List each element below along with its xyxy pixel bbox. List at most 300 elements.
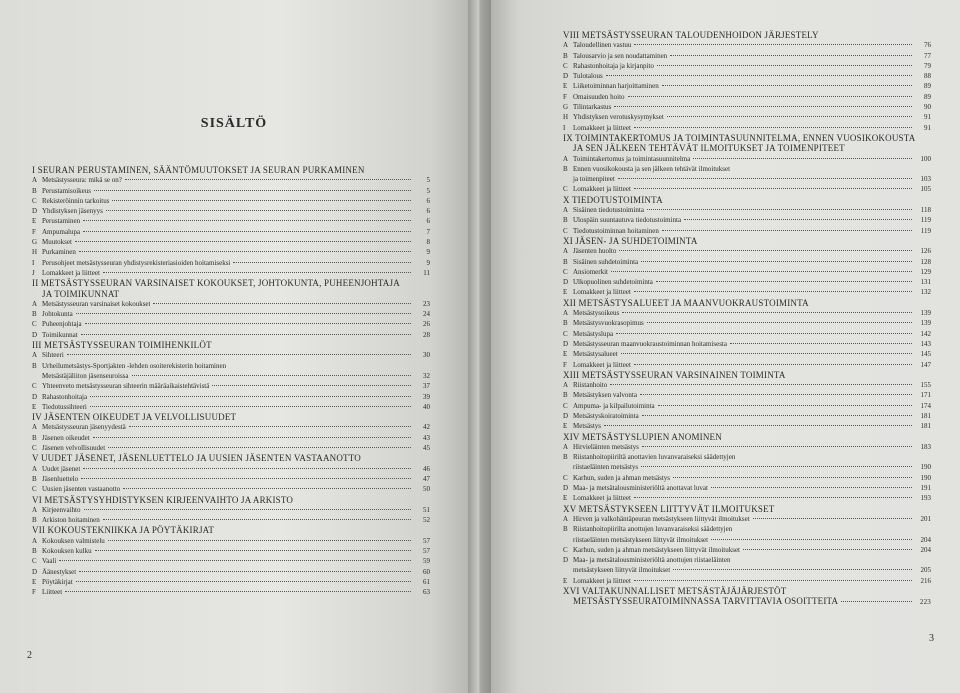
leader-dots [67,354,411,355]
toc-entry [32,433,430,443]
entry-title: Toimikunnat [42,330,78,339]
entry-title: Metsästysalueet [573,350,618,359]
toc-entry [32,392,430,402]
entry-letter: J [32,268,35,277]
toc-entry-cont [563,535,931,545]
toc-entry [32,556,430,566]
entry-title: Yhdistyksen verotuskysymykset [573,113,664,122]
leader-dots [79,251,411,252]
entry-letter: F [32,588,36,597]
entry-letter: C [563,267,568,276]
entry-letter: D [563,556,569,565]
entry-title-cont: riistaeläinten metsästys [573,463,639,472]
leader-dots [634,44,912,45]
section-title: I SEURAN PERUSTAMINEN, SÄÄNTÖMUUTOKSET JA SEURAN PURKAMINEN [32,165,365,175]
toc-entry [32,474,430,484]
page-ref: 131 [920,278,931,287]
entry-letter: C [32,320,37,329]
page-ref: 174 [920,401,931,410]
toc-entry-cont [563,565,931,575]
entry-title: Äänestykset [42,567,77,576]
toc-entry-cont [563,462,931,472]
leader-dots [75,241,411,242]
entry-letter: G [32,238,38,247]
toc-entry [563,349,931,359]
entry-letter: C [32,557,37,566]
toc-entry [563,112,931,122]
page-ref: 6 [426,207,430,216]
entry-letter: C [563,226,568,235]
toc-section-heading [32,412,430,422]
toc-section-heading [563,195,931,205]
entry-letter: F [563,92,567,101]
leader-dots [83,231,411,232]
entry-title-cont: metsästykseen liittyvät ilmoitukset [573,566,671,575]
leader-dots [667,116,912,117]
toc-entry-cont [32,371,430,381]
entry-letter: A [32,299,38,308]
section-title: VII KOKOUSTEKNIIKKA JA PÖYTÄKIRJAT [32,525,215,536]
entry-letter: C [32,485,37,494]
leader-dots [634,127,912,128]
leader-dots [640,394,912,395]
page-ref: 50 [423,485,430,494]
section-title: VI METSÄSTYSYHDISTYKSEN KIRJEENVAIHTO JA ARKISTO [32,494,294,505]
leader-dots [647,209,912,210]
entry-letter: E [563,576,568,585]
toc-section-heading [563,30,931,40]
toc-entry [563,318,931,328]
toc-left-column [32,165,430,597]
entry-title: Jäsenen velvollisuudet [42,444,106,453]
page-ref: 28 [423,330,430,339]
entry-letter: C [563,545,568,554]
toc-section-heading [32,525,430,535]
toc-entry [563,92,931,102]
entry-title: Uusien jäsenten vastaanotto [42,485,121,494]
toc-section-heading [563,236,931,246]
leader-dots [634,188,912,189]
toc-entry [563,267,931,277]
page-ref: 91 [924,113,931,122]
page-ref: 5 [426,176,430,185]
toc-section-heading [563,586,931,596]
toc-right-column [563,30,931,608]
toc-entry [32,422,430,432]
toc-entry [563,102,931,112]
page-ref: 145 [920,350,931,359]
page-ref: 190 [920,463,931,472]
page-ref: 139 [920,309,931,318]
page-ref: 24 [423,310,430,319]
leader-dots [841,601,912,602]
entry-title: Metsästyksen valvonta [573,391,637,400]
toc-section-heading [563,370,931,380]
toc-entry [32,505,430,515]
entry-letter: B [563,216,568,225]
page-ref: 90 [924,103,931,112]
page-ref: 91 [924,123,931,132]
leader-dots [85,323,411,324]
toc-entry [563,545,931,555]
section-title: III METSÄSTYSSEURAN TOIMIHENKILÖT [32,340,212,351]
leader-dots [634,580,912,581]
entry-title: Arkiston hoitaminen [42,516,100,525]
page-ref: 9 [426,248,430,257]
entry-letter: D [32,330,38,339]
leader-dots [621,353,912,354]
entry-letter: D [563,484,569,493]
page-ref: 201 [920,514,931,523]
leader-dots [670,55,912,56]
page-ref: 103 [920,175,931,184]
entry-title: Pöytäkirjat [42,577,73,586]
entry-letter: C [563,329,568,338]
page-ref: 223 [919,598,931,607]
entry-title: Kirjeenvaihto [42,505,81,514]
page-ref: 191 [920,484,931,493]
page-ref: 205 [920,566,931,575]
entry-letter: B [563,391,568,400]
entry-title: Sisäinen suhdetoiminta [573,257,639,266]
entry-title: Hirvieläinten metsästys [573,442,639,451]
page-ref: 204 [920,545,931,554]
page-ref: 32 [423,371,430,380]
entry-letter: C [563,185,568,194]
page-ref: 132 [920,288,931,297]
leader-dots [606,75,912,76]
entry-title: Metsästysseuran maanvuokraustoiminnan hoitamisesta [573,339,727,348]
toc-entry [563,380,931,390]
leader-dots [81,478,411,479]
entry-title: Uudet jäsenet [42,464,81,473]
entry-letter: A [32,536,38,545]
toc-entry [563,40,931,50]
leader-dots [711,539,912,540]
entry-letter: B [563,319,568,328]
toc-entry [32,443,430,453]
entry-title: Yhteenveto metsästysseuran sihteerin määräaikaistehtävistä [42,382,210,391]
entry-title: Tiedotussihteeri [42,402,87,411]
toc-entry [32,515,430,525]
leader-dots [634,497,912,498]
toc-entry [563,555,931,565]
entry-letter: A [563,154,569,163]
toc-entry [563,277,931,287]
entry-letter: C [32,444,37,453]
leader-dots [642,415,912,416]
page-ref: 171 [920,391,931,400]
entry-letter: C [32,196,37,205]
entry-title: Metsästyslupa [573,329,614,338]
entry-letter: H [563,113,569,122]
page-ref: 47 [423,474,430,483]
section-title: XII METSÄSTYSALUEET JA MAANVUOKRAUSTOIMINTA [563,297,809,308]
page-ref: 30 [423,351,430,360]
leader-dots [65,591,411,592]
page-ref: 43 [423,433,430,442]
entry-title: Lomakkeet ja liitteet [573,494,631,503]
section-title: XIII METSÄSTYSSEURAN VARSINAINEN TOIMINTA [563,369,786,380]
entry-letter: D [563,278,569,287]
toc-entry [32,258,430,268]
page-title: SISÄLTÖ [200,116,268,131]
toc-entry [32,361,430,371]
entry-letter: A [563,309,569,318]
leader-dots [81,334,411,335]
page-ref: 142 [920,329,931,338]
entry-letter: E [32,577,37,586]
entry-letter: B [563,453,568,462]
entry-letter: F [563,360,567,369]
entry-title: Tiedotustoiminnan hoitaminen [573,226,659,235]
entry-letter: D [32,207,38,216]
page-ref: 88 [924,72,931,81]
toc-entry [563,81,931,91]
page-ref: 26 [423,320,430,329]
toc-entry [32,319,430,329]
entry-title: Metsästysseuran jäsenyydestä [42,423,126,432]
page-ref: 105 [920,185,931,194]
toc-entry [563,411,931,421]
leader-dots [711,487,912,488]
entry-letter: H [32,248,38,257]
page-ref: 45 [423,444,430,453]
entry-letter: B [563,525,568,534]
section-title: VIII METSÄSTYSSEURAN TALOUDENHOIDON JÄRJESTELY [563,30,819,40]
toc-entry [32,268,430,278]
page-ref: 11 [423,268,430,277]
toc-entry [563,329,931,339]
leader-dots [619,250,912,251]
entry-title: Rahastonhoitaja ja kirjanpito [573,61,654,70]
leader-dots [106,210,411,211]
toc-entry [563,287,931,297]
entry-title: Sihteeri [42,351,64,360]
entry-letter: G [563,103,569,112]
entry-title: Liitteet [42,588,63,597]
page-ref: 143 [920,339,931,348]
page-ref: 6 [426,217,430,226]
page-ref: 76 [924,41,931,50]
toc-entry [32,216,430,226]
page-number-left: 2 [27,650,32,661]
page-ref: 77 [924,51,931,60]
toc-entry [32,484,430,494]
leader-dots [59,560,411,561]
entry-letter: D [32,392,38,401]
leader-dots [657,65,912,66]
leader-dots [112,200,411,201]
entry-letter: C [32,382,37,391]
entry-letter: A [563,206,569,215]
page-ref: 46 [423,464,430,473]
entry-title: Jäsenten huolto [573,247,617,256]
page-ref: 100 [920,154,931,163]
toc-section-heading-line2 [32,289,430,299]
entry-letter: B [32,361,37,370]
page-ref: 9 [426,258,430,267]
toc-entry [563,401,931,411]
toc-entry [563,390,931,400]
leader-dots [658,405,912,406]
entry-title: Yhdistyksen jäsenyys [42,207,103,216]
leader-dots [618,178,912,179]
entry-letter: D [563,72,569,81]
page-ref: 181 [920,422,931,431]
toc-section-heading [32,495,430,505]
page-ref: 79 [924,61,931,70]
entry-title: Metsästysvuokrasopimus [573,319,644,328]
leader-dots [79,571,411,572]
entry-title-cont: Metsästäjäliiton jäsenseuroissa [42,371,129,380]
entry-title: Perustamisoikeus [42,186,91,195]
entry-title: Jäsenluettelo [42,474,79,483]
section-title: IX TOIMINTAKERTOMUS JA TOIMINTASUUNNITELMA, ENNEN VUOSIKOKOUSTA [563,132,916,143]
page-ref: 181 [920,411,931,420]
entry-title: Rekisteröinnin tarkoitus [42,196,110,205]
leader-dots [616,333,912,334]
page-ref: 5 [426,186,430,195]
page-ref: 147 [920,360,931,369]
entry-title: Tulotalous [573,72,603,81]
entry-letter: E [563,350,568,359]
page-ref: 59 [423,557,430,566]
leader-dots [693,158,912,159]
leader-dots [662,230,912,231]
toc-entry [563,421,931,431]
entry-title: Hirven ja valkohäntäpeuran metsästykseen liittyvät ilmoitukset [573,514,750,523]
page-ref: 39 [423,392,430,401]
entry-letter: A [32,464,38,473]
entry-title: Riistanhoitopiirilta anottujen luvanvaraiseksi säädettyjen [573,525,733,534]
toc-entry [32,206,430,216]
leader-dots [233,262,411,263]
entry-letter: B [563,164,568,173]
toc-entry [32,247,430,257]
leader-dots [90,396,411,397]
leader-dots [753,518,912,519]
entry-title: Sisäinen tiedotustoiminta [573,206,644,215]
toc-section-heading [32,340,430,350]
section-title: XVI VALTAKUNNALLISET METSÄSTÄJÄJÄRJESTÖT [563,586,787,597]
entry-title: Taloudellinen vastuu [573,41,632,50]
toc-entry [563,61,931,71]
leader-dots [614,106,912,107]
page-ref: 37 [423,382,430,391]
entry-title: Lomakkeet ja liitteet [42,268,100,277]
toc-section-heading-line2 [563,596,931,607]
entry-letter: I [32,258,35,267]
page-ref: 8 [426,238,430,247]
toc-entry [32,309,430,319]
entry-letter: B [563,51,568,60]
leader-dots [684,219,912,220]
entry-title: Metsästyskoiratoiminta [573,411,639,420]
entry-letter: F [32,227,36,236]
entry-title: Karhun, suden ja ahman metsästys [573,473,671,482]
entry-title: Lomakkeet ja liitteet [573,576,631,585]
toc-entry [32,196,430,206]
entry-title: Ennen vuosikokousta ja sen jälkeen tehtävät ilmoitukset [573,164,731,173]
entry-title: Urheilumetsästys-Sportjakten -lehden osoiterekisterin hoitaminen [42,361,227,370]
leader-dots [103,519,411,520]
leader-dots [641,261,912,262]
page-ref: 63 [423,588,430,597]
toc-entry [563,308,931,318]
leader-dots [622,312,912,313]
toc-entry [563,452,931,462]
entry-title: Toimintakertomus ja toimintasuunnitelma [573,154,691,163]
entry-letter: E [563,422,568,431]
entry-letter: D [563,339,569,348]
toc-entry [32,381,430,391]
toc-entry [32,330,430,340]
entry-title: Ampuma- ja kilpailutoiminta [573,401,655,410]
toc-entry [563,514,931,524]
entry-title: Tilintarkastus [573,103,612,112]
toc-entry [563,71,931,81]
entry-title: Liiketoiminnan harjoittaminen [573,82,659,91]
leader-dots [634,291,912,292]
book-gutter [468,0,491,693]
leader-dots [212,385,411,386]
entry-title: Rahastonhoitaja [42,392,88,401]
section-title: X TIEDOTUSTOIMINTA [563,194,663,205]
toc-entry [32,237,430,247]
entry-title: Maa- ja metsätalousministeriöltä anottujen riistaeläinten [573,556,731,565]
section-title: XV METSÄSTYKSEEN LIITTYVÄT ILMOITUKSET [563,503,775,514]
toc-entry [563,205,931,215]
toc-entry [32,546,430,556]
leader-dots [84,509,412,510]
entry-title: Vaali [42,557,57,566]
toc-entry [563,473,931,483]
toc-entry [563,483,931,493]
entry-title: Ulkopuolinen suhdetoiminta [573,278,653,287]
entry-letter: B [563,257,568,266]
section-title: V UUDET JÄSENET, JÄSENLUETTELO JA UUSIEN JÄSENTEN VASTAANOTTO [32,453,361,464]
leader-dots [610,384,912,385]
section-title: IV JÄSENTEN OIKEUDET JA VELVOLLISUUDET [32,412,237,423]
entry-title: Perusohjeet metsästysseuran yhdistysrekisteriasioiden hoitamiseksi [42,258,231,267]
entry-title-cont: ja toimenpiteet [573,175,615,184]
entry-letter: A [32,176,38,185]
toc-entry [32,464,430,474]
entry-letter: D [563,411,569,420]
entry-letter: C [563,401,568,410]
toc-entry [563,226,931,236]
leader-dots [108,540,411,541]
page-ref: 183 [920,442,931,451]
entry-letter: I [563,123,566,132]
entry-title: Perustaminen [42,217,81,226]
page-ref: 119 [920,226,931,235]
entry-title: Metsästysseuran varsinaiset kokoukset [42,299,151,308]
toc-entry [32,536,430,546]
leader-dots [662,85,912,86]
toc-entry [32,227,430,237]
entry-title: Metsästysseura: mikä se on? [42,176,122,185]
toc-entry [563,524,931,534]
toc-entry [32,567,430,577]
toc-entry [563,257,931,267]
page-ref: 61 [423,577,430,586]
leader-dots [641,466,912,467]
leader-dots [95,550,411,551]
entry-letter: A [563,514,569,523]
page-ref: 23 [423,299,430,308]
